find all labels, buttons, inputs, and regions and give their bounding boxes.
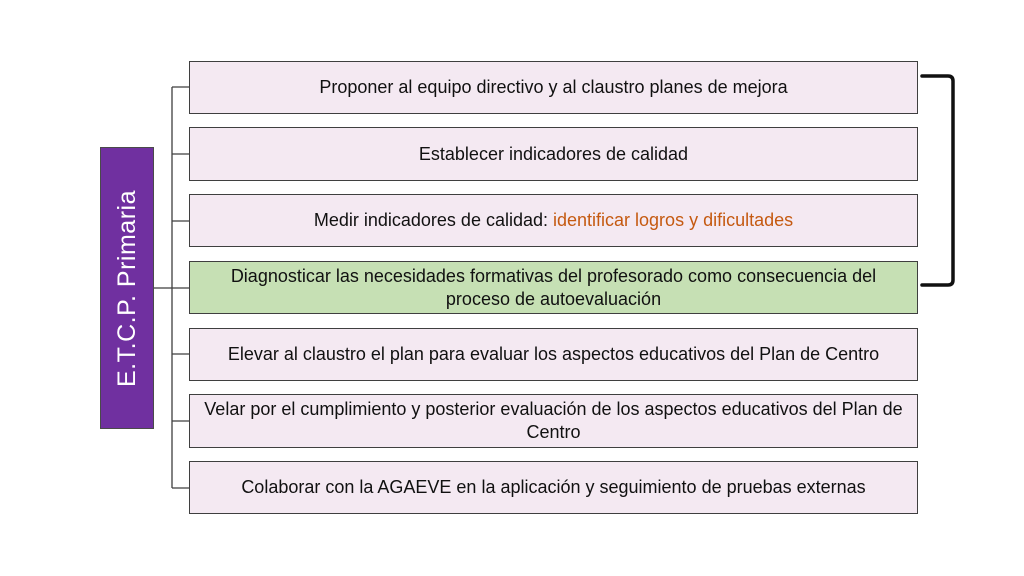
task-text: Proponer al equipo directivo y al claustro planes de mejora (319, 77, 788, 97)
task-node-colaborar (189, 461, 918, 514)
task-text: Establecer indicadores de calidad (418, 143, 689, 164)
task-node-elevar (189, 328, 918, 381)
task-text: Diagnosticar las necesidades formativas del profesorado como consecuencia del proceso de autoevaluación (230, 265, 877, 309)
task-text: Colaborar con la AGAEVE en la aplicación y seguimiento de pruebas externas (241, 477, 866, 497)
task-node-proponer (189, 61, 918, 114)
grouping-bracket (922, 76, 953, 285)
task-text: Velar por el cumplimiento y posterior evaluación de los aspectos educativos del Plan de Centro (204, 399, 903, 442)
task-accent-text: identificar logros y dificultades (553, 210, 794, 230)
task-node-diagnosticar (189, 261, 918, 314)
task-text: Elevar al claustro el plan para evaluar los aspectos educativos del Plan de Centro (227, 344, 880, 364)
task-node-establecer (189, 127, 918, 181)
task-text: Medir indicadores de calidad: (313, 210, 553, 230)
root-node (100, 147, 154, 429)
task-node-velar (189, 394, 918, 448)
root-label: E.T.C.P. Primaria (112, 189, 141, 387)
task-node-medir (189, 194, 918, 247)
